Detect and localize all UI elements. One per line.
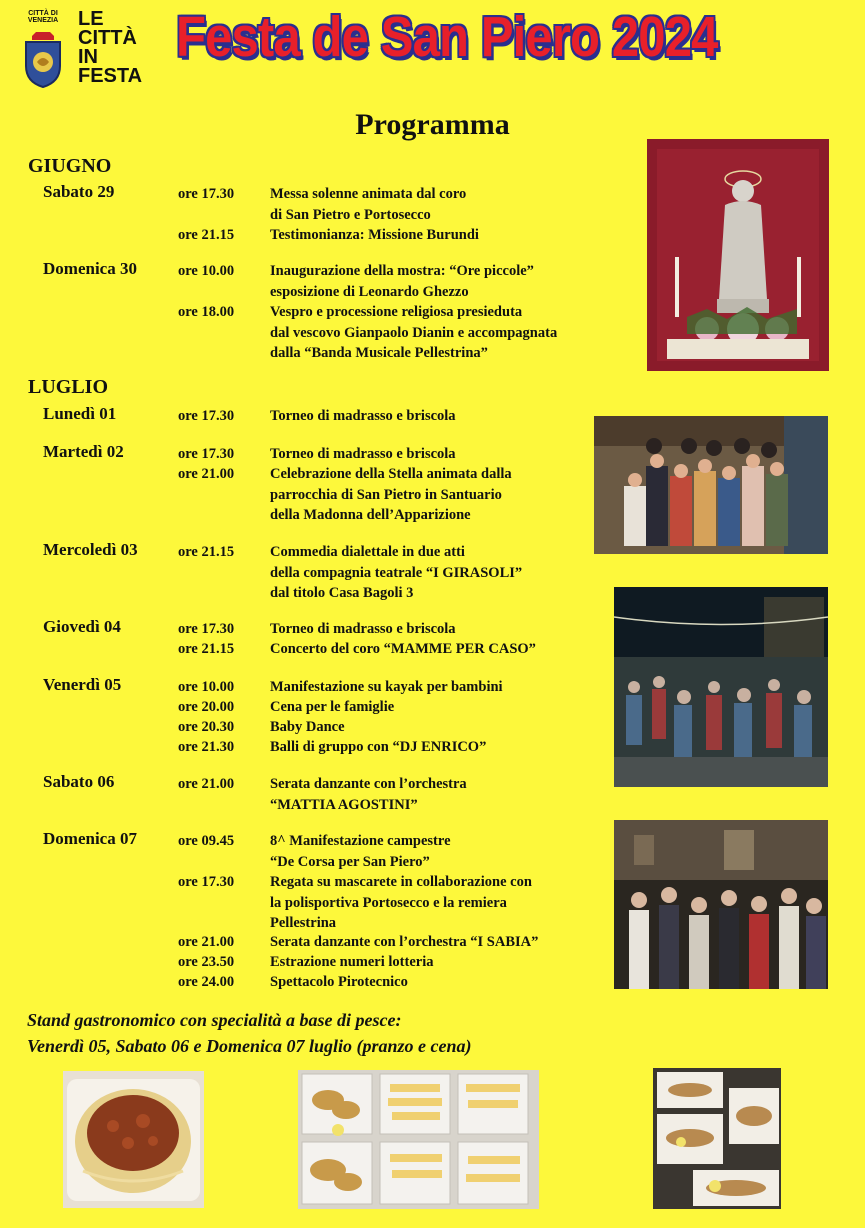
event-time: ore 21.00 (178, 776, 235, 792)
event-time: ore 17.30 (178, 186, 235, 202)
night-crowd-photo (614, 587, 828, 787)
poster-title: Festa de San Piero 2024 (176, 5, 718, 69)
event-description-line: Messa solenne animata dal coro (270, 186, 467, 202)
event-description-line: Commedia dialettale in due atti (270, 544, 465, 560)
event-description-line: Inaugurazione della mostra: “Ore piccole” (270, 263, 534, 279)
event-description-line: Spettacolo Pirotecnico (270, 974, 408, 990)
event-description-line: Torneo di madrasso e briscola (270, 446, 456, 462)
event-description-line: Vespro e processione religiosa presieduta (270, 304, 523, 320)
event-time: ore 10.00 (178, 679, 235, 695)
event-description-line: esposizione di Leonardo Ghezzo (270, 283, 469, 300)
day-label: Martedì 02 (43, 442, 124, 461)
event-description-line: Manifestazione su kayak per bambini (270, 679, 503, 695)
event-time: ore 10.00 (178, 263, 235, 279)
event-time: ore 17.30 (178, 408, 235, 424)
event-description-line: Estrazione numeri lotteria (270, 954, 434, 970)
saint-statue-photo (647, 139, 829, 371)
event-time: ore 17.30 (178, 446, 235, 462)
citta-in-festa-logo (78, 10, 158, 86)
event-time: ore 09.45 (178, 833, 235, 849)
event-description-line: Baby Dance (270, 719, 345, 735)
event-time: ore 20.30 (178, 719, 235, 735)
day-label: Domenica 07 (43, 829, 137, 848)
event-description-line: parrocchia di San Pietro in Santuario (270, 486, 502, 503)
event-description-line: Regata su mascarete in collaborazione con (270, 874, 532, 890)
event-time: ore 21.15 (178, 641, 235, 657)
dancing-crowd-photo (614, 820, 828, 989)
event-time: ore 23.50 (178, 954, 235, 970)
event-time: ore 24.00 (178, 974, 235, 990)
day-label: Mercoledì 03 (43, 540, 138, 559)
event-description-line: Torneo di madrasso e briscola (270, 621, 456, 637)
event-description-line: 8^ Manifestazione campestre (270, 833, 451, 849)
event-description-line: dalla “Banda Musicale Pellestrina” (270, 345, 488, 361)
logo-line: LE (78, 8, 104, 30)
fish-trays-photo (653, 1068, 781, 1209)
day-label: Lunedì 01 (43, 404, 117, 423)
event-description-line: della Madonna dell’Apparizione (270, 507, 471, 523)
spaghetti-photo (63, 1071, 204, 1208)
event-description-line: della compagnia teatrale “I GIRASOLI” (270, 564, 523, 581)
event-description-line: “De Corsa per San Piero” (270, 853, 430, 870)
day-label: Sabato 06 (43, 772, 115, 791)
lion-shield-icon (24, 30, 62, 88)
event-time: ore 21.15 (178, 544, 235, 560)
event-description-line: Concerto del coro “MAMME PER CASO” (270, 641, 536, 657)
event-description-line: Testimonianza: Missione Burundi (270, 227, 479, 243)
event-time: ore 21.15 (178, 227, 235, 243)
event-time: ore 21.00 (178, 934, 235, 950)
city-crest-logo (20, 10, 66, 90)
event-description-line: Cena per le famiglie (270, 699, 395, 715)
event-description-line: Serata danzante con l’orchestra “I SABIA” (270, 934, 539, 950)
event-time: ore 18.00 (178, 304, 235, 320)
event-time: ore 20.00 (178, 699, 235, 715)
event-time: ore 21.00 (178, 466, 235, 482)
month-giugno: GIUGNO (28, 155, 112, 177)
event-time: ore 17.30 (178, 621, 235, 637)
event-description-line: “MATTIA AGOSTINI” (270, 796, 418, 813)
day-label: Sabato 29 (43, 182, 115, 201)
day-label: Domenica 30 (43, 259, 137, 278)
event-description-line: dal vescovo Gianpaolo Dianin e accompagnata (270, 324, 558, 341)
event-description-line: Torneo di madrasso e briscola (270, 408, 456, 424)
stand-line-1: Stand gastronomico con specialità a base di pesce: (27, 1010, 402, 1030)
event-description-line: Balli di gruppo con “DJ ENRICO” (270, 739, 487, 755)
event-description-line: di San Pietro e Portosecco (270, 206, 431, 223)
event-description-line: Serata danzante con l’orchestra (270, 776, 467, 792)
stand-line-2: Venerdì 05, Sabato 06 e Domenica 07 luglio (pranzo e cena) (27, 1036, 472, 1056)
logo-line: FESTA (78, 65, 143, 87)
event-description-line: la polisportiva Portosecco e la remiera (270, 894, 507, 911)
event-description-line: dal titolo Casa Bagoli 3 (270, 585, 414, 601)
crest-text: CITTÀ DI VENEZIA (27, 10, 59, 24)
day-label: Giovedì 04 (43, 617, 121, 636)
day-label: Venerdì 05 (43, 675, 122, 694)
logo-line: IN (78, 46, 98, 68)
group-photo (594, 416, 828, 554)
programma-heading: Programma (355, 108, 510, 141)
fried-fish-photo (298, 1070, 539, 1209)
event-time: ore 21.30 (178, 739, 235, 755)
event-description-line: Pellestrina (270, 915, 337, 931)
event-description-line: Celebrazione della Stella animata dalla (270, 466, 512, 482)
month-luglio: LUGLIO (28, 376, 109, 398)
event-time: ore 17.30 (178, 874, 235, 890)
logo-line: CITTÀ (78, 27, 137, 49)
